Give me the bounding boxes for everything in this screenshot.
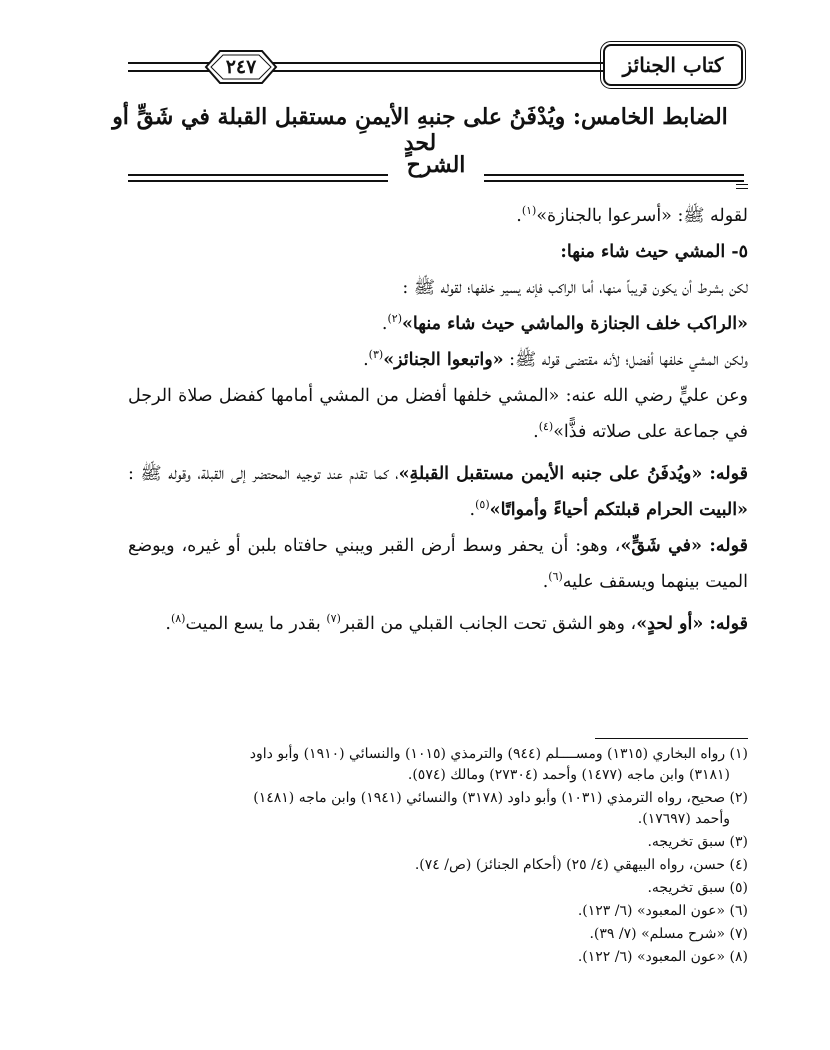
footnote-ref: (٨) bbox=[170, 612, 186, 626]
margin-mark bbox=[736, 184, 748, 194]
footnote-ref: (٦) bbox=[548, 570, 563, 584]
footnote-separator bbox=[595, 738, 748, 739]
paragraph: لكن بشرط أن يكون قريباً منها، أما الراكب فإنه يسير خلفها؛ لقوله ﷺ : bbox=[402, 278, 748, 298]
section-rule bbox=[484, 174, 744, 176]
footnote: (٤) حسن، رواه البيهقي (٤/ ٢٥) (أحكام الجنائز) (ص/ ٧٤). bbox=[414, 857, 748, 873]
footnotes bbox=[128, 744, 748, 970]
paragraph: لقوله ﷺ: «أسرعوا بالجنازة»$^{(١)}$. bbox=[516, 204, 748, 226]
footnote-ref: (٥) bbox=[475, 498, 490, 512]
paragraph: ولكن المشي خلفها أفضل؛ لأنه مقتضى قوله ﷺ: «واتبعوا الجنائز»$^{(٣)}$. bbox=[363, 348, 748, 370]
footnote: (١) رواه البخاري (١٣١٥) ومســــلم (٩٤٤) والترمذي (١٠١٥) والنسائي (١٩١٠) وأبو داود (٣١٨١) وابن ماجه (١٤٧٧) وأحمد (٢٧٣٠٤) ومالك (٥٧٤). bbox=[249, 746, 748, 783]
section-rule bbox=[128, 180, 388, 182]
footnote: (٣) سبق تخريجه. bbox=[647, 834, 748, 850]
footnote: (٥) سبق تخريجه. bbox=[647, 880, 748, 896]
section-rule bbox=[484, 180, 744, 182]
commentary-body bbox=[128, 198, 748, 642]
section-rule bbox=[128, 174, 388, 176]
footnote-ref: (١) bbox=[521, 204, 537, 218]
page-number: ٢٤٧ bbox=[225, 56, 257, 78]
subheading: ٥- المشي حيث شاء منها: bbox=[560, 242, 748, 262]
paragraph: قوله: «ويُدفَنُ على جنبه الأيمن مستقبل القبلةِ»، كما تقدم عند توجيه المحتضر إلى القبلة، وقوله ﷺ : «البيت الحرام قبلتكم أحياءً وأمواتًا»$^{(٥)}$. bbox=[128, 464, 748, 520]
footnote-ref: (٢) bbox=[387, 312, 402, 326]
rule-heading: الضابط الخامس: ويُدْفَنُ على جنبهِ الأيمنِ مستقبل القبلة في شَقٍّ أو لحدٍ bbox=[112, 104, 728, 156]
footnote-ref: (٧) bbox=[326, 612, 341, 626]
footnote: (٨) «عون المعبود» (٦/ ١٢٢). bbox=[577, 949, 748, 965]
paragraph: وعن عليٍّ رضي الله عنه: «المشي خلفها أفضل من المشي أمامها كفضل صلاة الرجل في جماعة على صلاته فذًّا»$^{(٤)}$. bbox=[128, 386, 748, 442]
footnote: (٢) صحيح، رواه الترمذي (١٠٣١) وأبو داود (٣١٧٨) والنسائي (١٩٤١) وابن ماجه (١٤٨١) وأحمد (١٧٦٩٧). bbox=[253, 790, 748, 827]
footnote-ref: (٣) bbox=[368, 348, 384, 362]
footnote: (٦) «عون المعبود» (٦/ ١٢٣). bbox=[577, 903, 748, 919]
footnote-ref: (٤) bbox=[538, 420, 554, 434]
chapter-title: كتاب الجنائز bbox=[603, 44, 743, 86]
paragraph: «الراكب خلف الجنازة والماشي حيث شاء منها»$^{(٢)}$. bbox=[381, 312, 748, 334]
paragraph: قوله: «أو لحدٍ»، وهو الشق تحت الجانب القبلي من القبر$^{(٧)}$ بقدر ما يسع الميت$^{(٨)}$. bbox=[165, 612, 748, 634]
footnote: (٧) «شرح مسلم» (٧/ ٣٩). bbox=[589, 926, 748, 942]
paragraph: قوله: «في شَقٍّ»، وهو: أن يحفر وسط أرض القبر ويبني حافتاه بلبن أو غيره، ويوضع الميت بينهما ويسقف عليه$^{(٦)}$. bbox=[128, 536, 748, 592]
section-title: الشرح bbox=[406, 152, 466, 178]
